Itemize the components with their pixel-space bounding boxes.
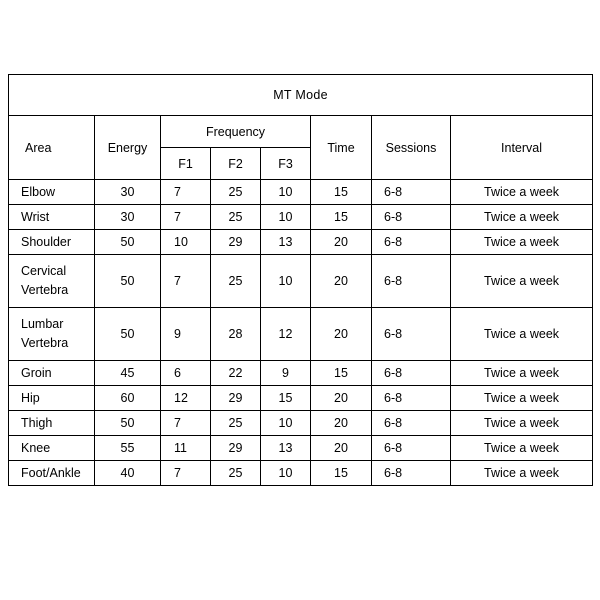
cell-time: 20 bbox=[311, 436, 372, 461]
cell-interval: Twice a week bbox=[451, 205, 593, 230]
cell-f1: 7 bbox=[161, 180, 211, 205]
cell-energy: 50 bbox=[95, 411, 161, 436]
page-title: MT Mode bbox=[9, 75, 593, 116]
cell-interval: Twice a week bbox=[451, 255, 593, 308]
cell-interval: Twice a week bbox=[451, 180, 593, 205]
cell-energy: 60 bbox=[95, 386, 161, 411]
cell-energy: 50 bbox=[95, 230, 161, 255]
cell-f2: 22 bbox=[211, 361, 261, 386]
cell-f2: 29 bbox=[211, 230, 261, 255]
cell-energy: 40 bbox=[95, 461, 161, 486]
cell-f2: 28 bbox=[211, 308, 261, 361]
column-header-f1: F1 bbox=[161, 148, 211, 180]
cell-f1: 9 bbox=[161, 308, 211, 361]
column-header-interval: Interval bbox=[451, 116, 593, 180]
cell-f2: 25 bbox=[211, 255, 261, 308]
cell-area: Foot/Ankle bbox=[9, 461, 95, 486]
cell-f3: 12 bbox=[261, 308, 311, 361]
cell-energy: 30 bbox=[95, 180, 161, 205]
cell-area bbox=[9, 255, 95, 308]
table-row bbox=[9, 361, 593, 386]
table-row bbox=[9, 255, 593, 308]
column-header-sessions: Sessions bbox=[372, 116, 451, 180]
cell-energy: 55 bbox=[95, 436, 161, 461]
cell-area: Elbow bbox=[9, 180, 95, 205]
cell-time: 15 bbox=[311, 180, 372, 205]
table-row bbox=[9, 436, 593, 461]
cell-f3: 10 bbox=[261, 205, 311, 230]
cell-sessions: 6-8 bbox=[372, 308, 451, 361]
cell-time: 20 bbox=[311, 386, 372, 411]
cell-f1: 7 bbox=[161, 255, 211, 308]
column-header-f3: F3 bbox=[261, 148, 311, 180]
cell-sessions: 6-8 bbox=[372, 411, 451, 436]
cell-area: Hip bbox=[9, 386, 95, 411]
cell-f3: 15 bbox=[261, 386, 311, 411]
cell-f2: 29 bbox=[211, 386, 261, 411]
cell-f3: 10 bbox=[261, 461, 311, 486]
cell-interval: Twice a week bbox=[451, 230, 593, 255]
cell-interval: Twice a week bbox=[451, 308, 593, 361]
column-header-frequency: Frequency bbox=[161, 116, 311, 148]
cell-f1: 10 bbox=[161, 230, 211, 255]
cell-time: 20 bbox=[311, 411, 372, 436]
mt-mode-table-container bbox=[8, 74, 592, 486]
cell-f3: 10 bbox=[261, 411, 311, 436]
cell-area: Shoulder bbox=[9, 230, 95, 255]
cell-area: Knee bbox=[9, 436, 95, 461]
table-row bbox=[9, 386, 593, 411]
table-row bbox=[9, 230, 593, 255]
column-header-energy: Energy bbox=[95, 116, 161, 180]
cell-f1: 6 bbox=[161, 361, 211, 386]
cell-interval: Twice a week bbox=[451, 461, 593, 486]
table-row bbox=[9, 205, 593, 230]
column-header-time: Time bbox=[311, 116, 372, 180]
cell-f1: 12 bbox=[161, 386, 211, 411]
cell-time: 15 bbox=[311, 361, 372, 386]
cell-f2: 29 bbox=[211, 436, 261, 461]
cell-interval: Twice a week bbox=[451, 361, 593, 386]
cell-f2: 25 bbox=[211, 461, 261, 486]
cell-energy: 50 bbox=[95, 255, 161, 308]
cell-f1: 11 bbox=[161, 436, 211, 461]
cell-sessions: 6-8 bbox=[372, 255, 451, 308]
cell-f3: 9 bbox=[261, 361, 311, 386]
cell-time: 15 bbox=[311, 205, 372, 230]
cell-area: Groin bbox=[9, 361, 95, 386]
column-header-area: Area bbox=[9, 116, 95, 180]
table-header-row bbox=[9, 116, 593, 148]
cell-sessions: 6-8 bbox=[372, 386, 451, 411]
cell-f3: 10 bbox=[261, 180, 311, 205]
cell-area-line1: Cervical bbox=[21, 263, 67, 278]
cell-interval: Twice a week bbox=[451, 386, 593, 411]
cell-time: 15 bbox=[311, 461, 372, 486]
cell-energy: 50 bbox=[95, 308, 161, 361]
table-row bbox=[9, 180, 593, 205]
cell-sessions: 6-8 bbox=[372, 205, 451, 230]
cell-area-line2: Vertebra bbox=[21, 283, 69, 297]
cell-f1: 7 bbox=[161, 411, 211, 436]
cell-f3: 13 bbox=[261, 436, 311, 461]
cell-sessions: 6-8 bbox=[372, 361, 451, 386]
cell-time: 20 bbox=[311, 255, 372, 308]
cell-f2: 25 bbox=[211, 205, 261, 230]
cell-f1: 7 bbox=[161, 205, 211, 230]
cell-sessions: 6-8 bbox=[372, 180, 451, 205]
cell-sessions: 6-8 bbox=[372, 436, 451, 461]
cell-interval: Twice a week bbox=[451, 436, 593, 461]
mt-mode-table bbox=[8, 74, 593, 486]
cell-sessions: 6-8 bbox=[372, 230, 451, 255]
cell-f3: 13 bbox=[261, 230, 311, 255]
cell-sessions: 6-8 bbox=[372, 461, 451, 486]
cell-energy: 30 bbox=[95, 205, 161, 230]
cell-time: 20 bbox=[311, 230, 372, 255]
cell-area bbox=[9, 308, 95, 361]
table-row bbox=[9, 308, 593, 361]
cell-interval: Twice a week bbox=[451, 411, 593, 436]
table-row bbox=[9, 411, 593, 436]
cell-f3: 10 bbox=[261, 255, 311, 308]
cell-time: 20 bbox=[311, 308, 372, 361]
cell-energy: 45 bbox=[95, 361, 161, 386]
cell-f2: 25 bbox=[211, 180, 261, 205]
cell-area-line2: Vertebra bbox=[21, 336, 69, 350]
cell-f2: 25 bbox=[211, 411, 261, 436]
table-row bbox=[9, 461, 593, 486]
table-title-row bbox=[9, 75, 593, 116]
cell-f1: 7 bbox=[161, 461, 211, 486]
column-header-f2: F2 bbox=[211, 148, 261, 180]
cell-area: Wrist bbox=[9, 205, 95, 230]
cell-area: Thigh bbox=[9, 411, 95, 436]
cell-area-line1: Lumbar bbox=[21, 316, 64, 331]
